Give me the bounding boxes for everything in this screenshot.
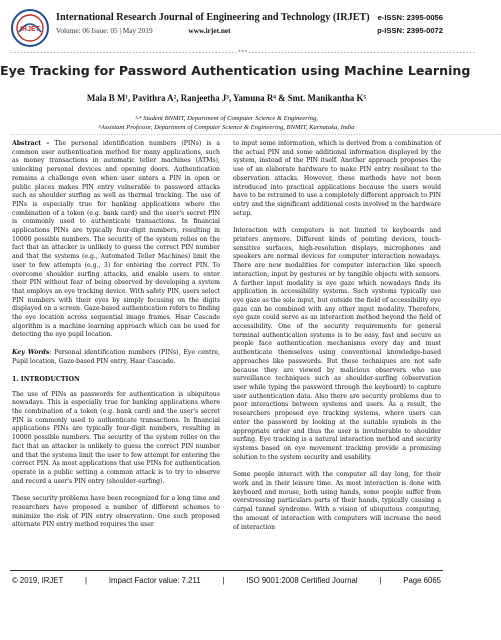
irjet-logo <box>10 8 50 48</box>
footer-separator: | <box>379 576 382 585</box>
journal-header <box>10 8 443 52</box>
intro-paragraph-2: These security problems have been recognized for a long time and researchers have proposed a number of different schemes to minimize the risk of PIN entry observation. One such proposed alternate PIN entry method requires the user <box>12 495 220 529</box>
abstract-label: Abstract – <box>12 140 50 147</box>
right-paragraph-3: Some people interact with the computer all day long, for their work and in their leisure time. As most interaction is done with keyboard and mouse, both using hands, some people suffer from overstressing particulars parts of their hands, typically causing a carpal tunnel syndrome. With a vision of ubiquitous computing, the amount of interaction with computers will increase the need of interaction <box>233 471 441 531</box>
affiliation-separator: -------------------------------------------------------------------------------------------------------------------------------------------------------------------------------------- <box>10 133 501 138</box>
keywords <box>12 349 220 366</box>
footer-separator: | <box>222 576 225 585</box>
right-column <box>233 140 441 565</box>
e-issn: e-ISSN: 2395-0056 <box>377 13 443 22</box>
left-column <box>12 140 220 565</box>
page-footer <box>12 576 441 585</box>
p-issn: p-ISSN: 2395-0072 <box>377 26 443 35</box>
paper-title: Eye Tracking for Password Authentication using Machine Learning <box>0 63 471 78</box>
footer-impact-factor: Impact Factor value: 7.211 <box>108 576 201 585</box>
journal-title: International Research Journal of Engineering and Technology (IRJET) <box>56 12 370 23</box>
footer-rule <box>10 570 443 571</box>
right-paragraph-2: Interaction with computers is not limited to keyboards and printers anymore. Different kinds of pointing devices, touch-sensitive surfaces, high-resolution displays, microphones and speakers are normal devices for computer interaction nowadays. There are new modalities for computer interaction like speech interaction, input by gestures or by tangible objects with sensors. A further input modality is eye gaze which nowadays finds its application in accessibility systems. Such systems typically use eye gaze as the sole input, but outside the field of accessibility eye gaze can be combined with any other input modality. Therefore, eye gaze could serve as an interaction method beyond the field of accessibility. One of the security requirements for general terminal authentication systems is to be easy, fast and secure as people face authentication mechanisms every day and must authenticate themselves using conventional knowledge-based approaches like passwords. But these techniques are not safe because they are viewed by malicious observers who use surveillance techniques such as shoulder-surfing (observation user while typing the password through the keyboard) to capture user authentication data. Also there are security problems due to poor interactions between systems and users. As a result, the researchers proposed eye tracking systems, where users can enter the password by looking at the suitable symbols in the appropriate order and thus the user is invulnerable to shoulder surfing. Eye tracking is a natural interaction method and security systems based on eye movement tracking provide a promising solution to the system security and usability. <box>233 227 441 461</box>
intro-paragraph-1: The use of PINs as passwords for authentication is ubiquitous nowadays. This is especially true for banking applications where the combination of a token (e.g. bank card) and the user's secret PIN is commonly used to authenticate transactions. In financial applications PINs are typically four-digit numbers, resulting in 10000 possible numbers. The security of the system relies on the fact that an attacker is unlikely to guess the correct PIN number and that the systems limit the user to few attempt for entering the correct PIN. As most applications that use PINs for authentication operate in a public setting a common attack is to try to observe and record a user's PIN entry (shoulder-surfing). <box>12 390 220 485</box>
keywords-text: : Personal identification numbers (PINs), Eye centre, Pupil location, Gaze-based PIN entry, Haar Cascade. <box>12 349 221 365</box>
journal-website[interactable]: www.irjet.net <box>188 26 231 35</box>
abstract-text: The personal identification numbers (PINs) is a common user authentication method for many applications, such as money transactions in automatic teller machines (ATMs), unlocking personal devices and opening doors. Authentication remains a challenge even when user enters a PIN in open or public places makes PIN entry vulnerable to password attacks such as shoulder surfing as well as thermal tracking. The use of PINs is especially true for banking applications where the combination of a token (e.g. bank card) and the user's secret PIN is commonly used to authenticate transactions. In financial applications PINs are typically four-digit numbers, resulting in 10000 possible numbers. The security of the system relies on the fact that an attacker is unlikely to guess the correct PIN number and that the systems (e.g., Automated Teller Machines) limit the user to few attempts (e.g., 3) for entering the correct PIN. To overcome shoulder surfing attacks, and enable users to enter their PIN without fear of being observed by developing a system that employs an eye tracking device. With safety PIN, users select PIN numbers with their eyes by simply focusing on the digits displayed on a screen. Gaze-based authentication refers to finding the eye location across sequential image frames. Haar Cascade algorithm is a machine learning approach which can be used for detecting the eye pupil location. <box>12 140 220 339</box>
logo-text: IRJET <box>20 26 40 33</box>
affiliation-professor: ⁵Assistant Professor, Department of Computer Science & Engineering, BNMIT, Karnataka, India <box>98 124 355 131</box>
affiliation-students: ¹-⁴ Student BNMIT, Department of Computer Science & Engineering, <box>135 115 318 122</box>
footer-copyright: © 2019, IRJET <box>12 576 64 585</box>
footer-page-number: Page 6065 <box>403 576 441 585</box>
footer-iso: ISO 9001:2008 Certified Journal <box>246 576 358 585</box>
author-list: Mala B M¹, Pavithra A², Ranjeetha J³, Yamuna R⁴ & Smt. Manikantha K⁵ <box>86 93 367 103</box>
journal-meta <box>56 26 231 35</box>
volume-issue: Volume: 06 Issue: 05 | May 2019 <box>56 26 153 35</box>
abstract <box>12 140 220 340</box>
keywords-label: Key Words <box>12 349 50 357</box>
section-heading-introduction: 1. INTRODUCTION <box>12 375 80 383</box>
header-separator: ---------------------------------------------------------------------***--------------------------------------------------------------------- <box>10 49 476 56</box>
right-paragraph-1: to input some information, which is derived from a combination of the actual PIN and some additional information displayed by the system, instead of the PIN itself. Another approach proposes the use of an elaborate hardware to make PIN entry resilient to the observation attacks. However, these methods have not been introduced into practical applications because the users would have to be retrained to use a completely different approach to PIN entry and the significant additional costs involved in the hardware setup. <box>233 140 441 217</box>
footer-separator: | <box>85 576 88 585</box>
